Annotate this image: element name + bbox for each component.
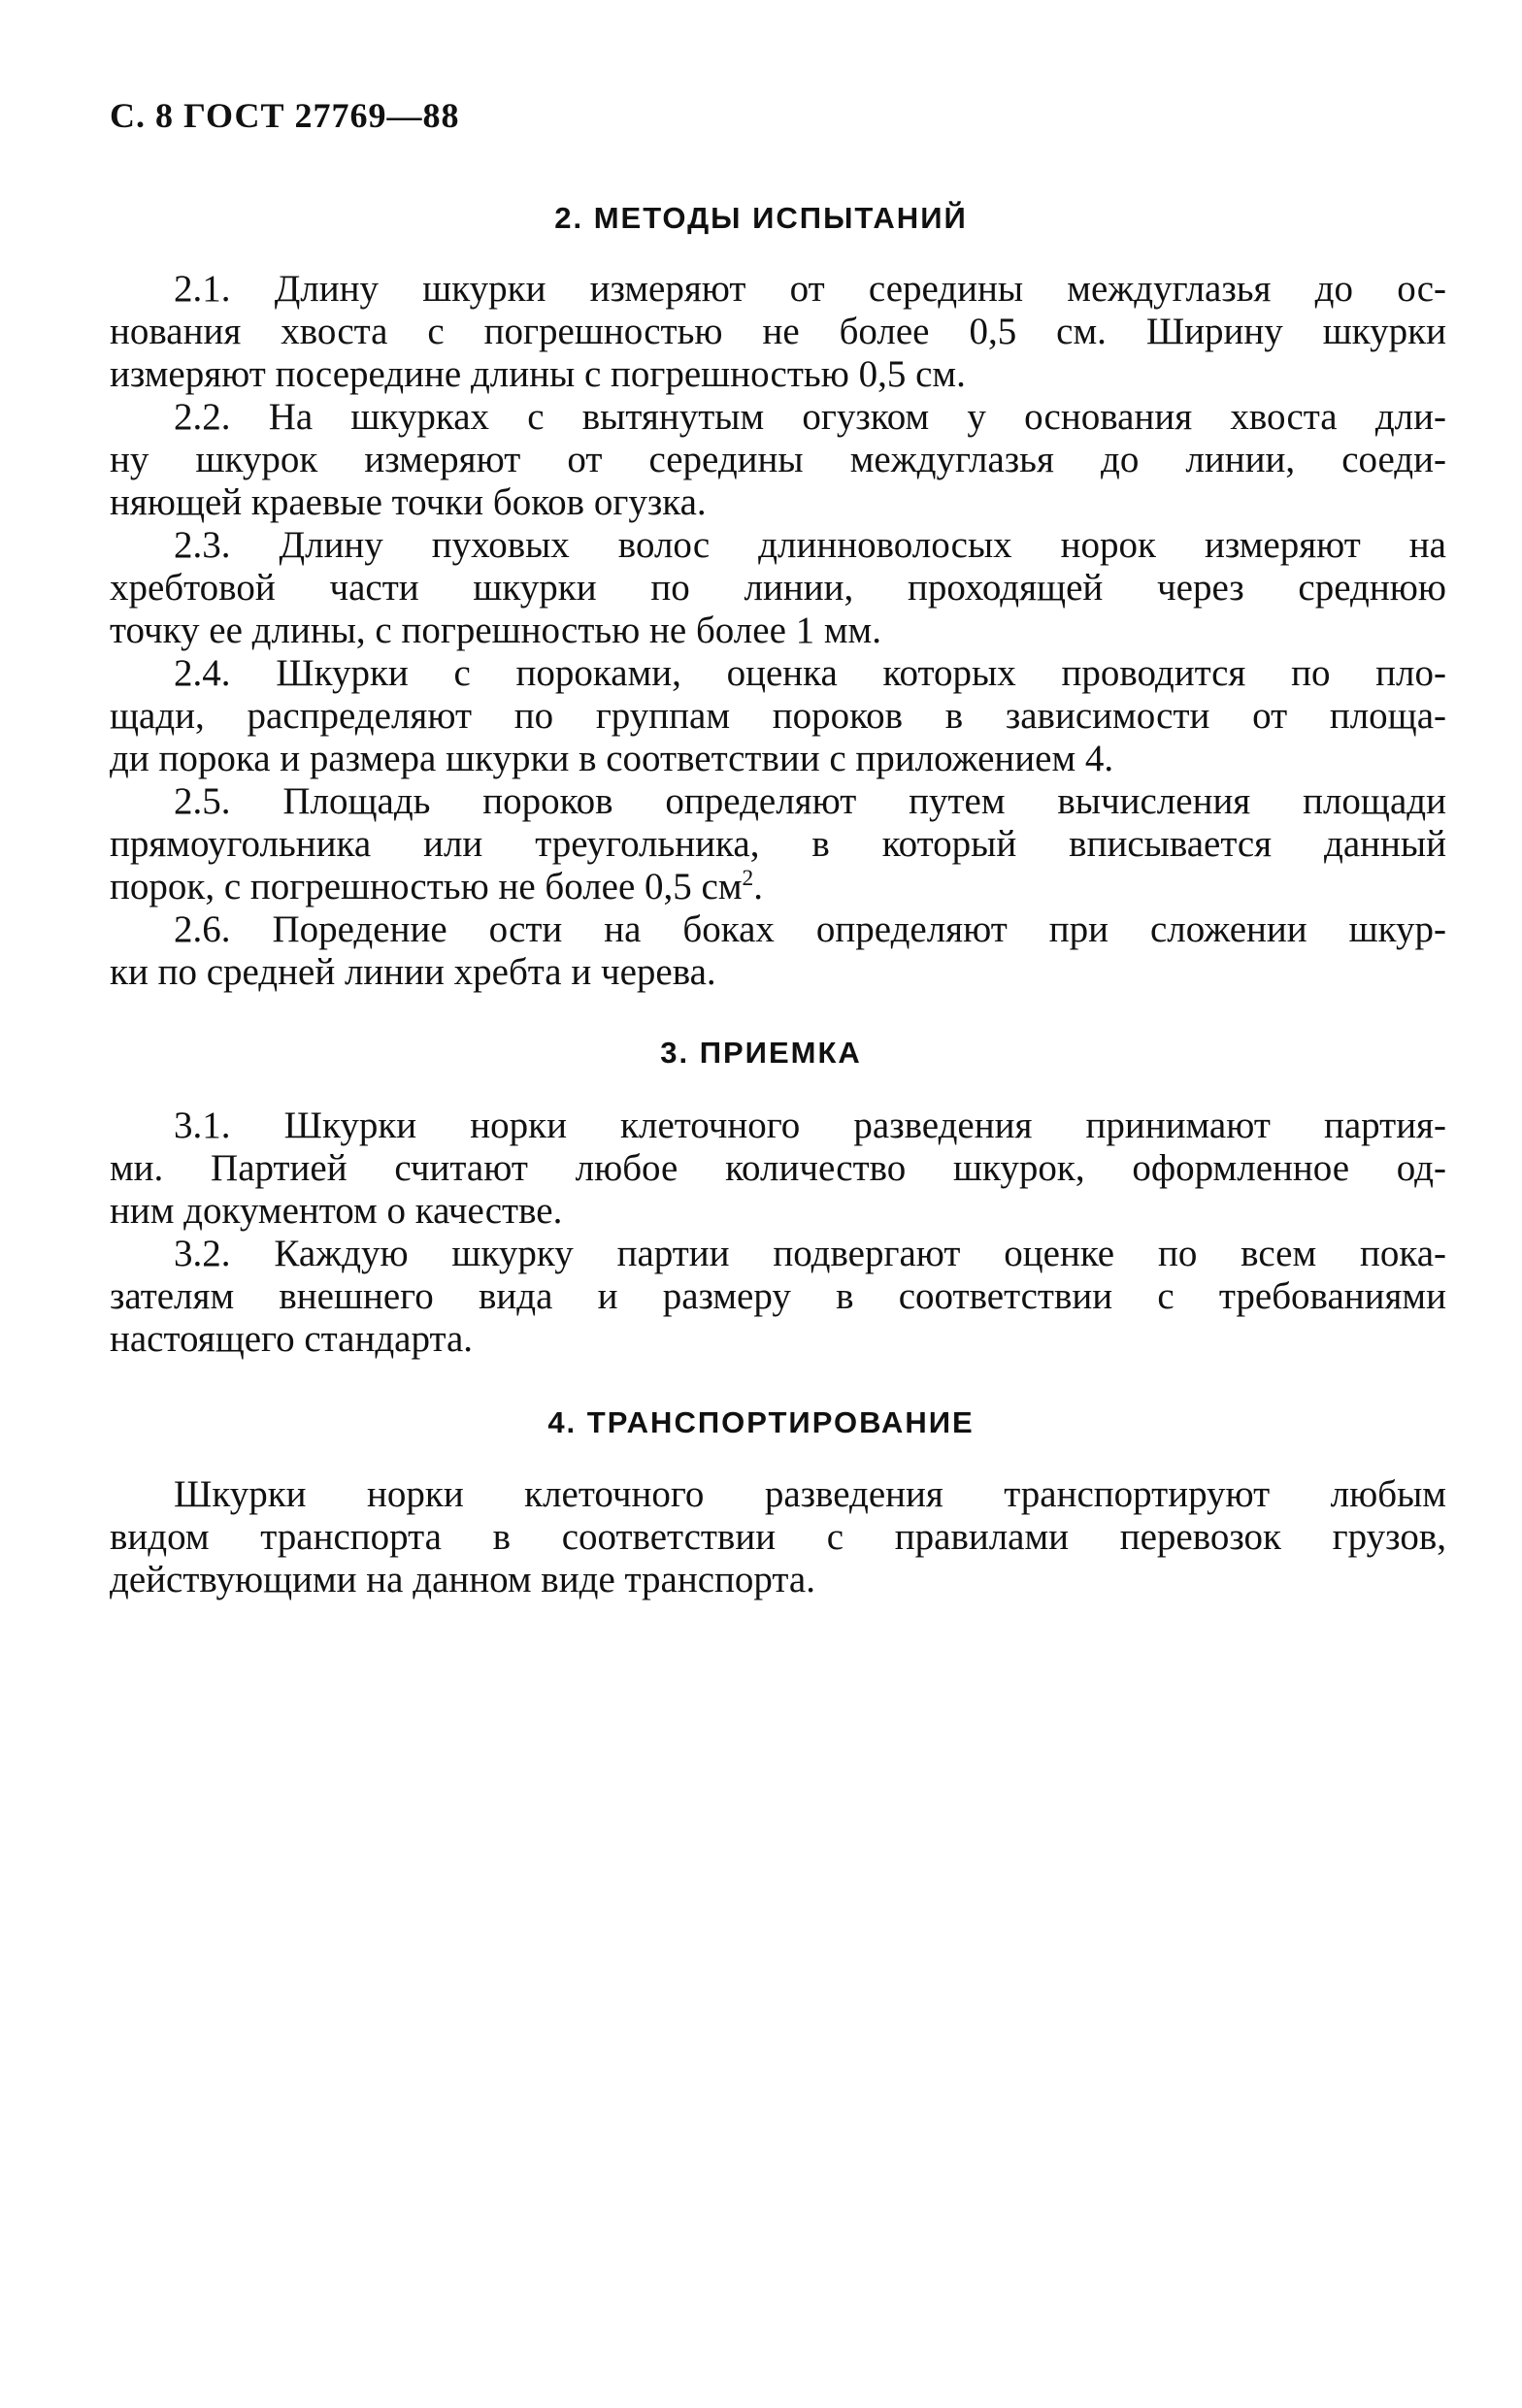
- paragraph-2-2: [110, 396, 1446, 524]
- text-line: [110, 866, 1446, 908]
- text-line: 2.3. Длину пуховых волос длинноволосых норок измеряют на: [174, 524, 1446, 566]
- paragraph-2-4: [110, 652, 1446, 780]
- text-line: действующими на данном виде транспорта.: [110, 1559, 815, 1600]
- text-line: 2.1. Длину шкурки измеряют от середины междуглазья до ос-: [174, 268, 1446, 310]
- section-heading-transportation: 4. ТРАНСПОРТИРОВАНИЕ: [547, 1405, 975, 1439]
- text-line: 2.5. Площадь пороков определяют путем вычисления площади: [174, 780, 1446, 822]
- text-line: настоящего стандарта.: [110, 1318, 474, 1360]
- text-line: щади, распределяют по группам пороков в зависимости от площа-: [110, 695, 1446, 737]
- text-line: зателям внешнего вида и размеру в соответствии с требованиями: [110, 1275, 1446, 1317]
- paragraph-2-3: [110, 524, 1446, 652]
- text-line: видом транспорта в соответствии с правилами перевозок грузов,: [110, 1516, 1446, 1558]
- section-heading-acceptance: 3. ПРИЕМКА: [660, 1036, 862, 1070]
- text-line-content: порок, с погрешностью не более 0,5 см: [110, 866, 743, 907]
- sentence-period: .: [753, 866, 763, 907]
- paragraph-3-2: [110, 1233, 1446, 1361]
- paragraph-2-1: [110, 268, 1446, 396]
- paragraph-3-1: [110, 1105, 1446, 1233]
- paragraph-2-6: [110, 908, 1446, 994]
- paragraph-4: [110, 1473, 1446, 1601]
- text-line: 3.1. Шкурки норки клеточного разведения принимают партия-: [174, 1105, 1446, 1146]
- text-line: 2.4. Шкурки с пороками, оценка которых проводится по пло-: [174, 652, 1446, 694]
- page-header: С. 8 ГОСТ 27769—88: [110, 96, 460, 135]
- text-line: ди порока и размера шкурки в соответствии с приложением 4.: [110, 738, 1114, 779]
- text-line: прямоугольника или треугольника, в который вписывается данный: [110, 823, 1446, 865]
- text-line: точку ее длины, с погрешностью не более 1 мм.: [110, 610, 881, 651]
- text-line: ми. Партией считают любое количество шкурок, оформленное од-: [110, 1147, 1446, 1189]
- text-line: нования хвоста с погрешностью не более 0,5 см. Ширину шкурки: [110, 311, 1446, 352]
- text-line: ну шкурок измеряют от середины междуглазья до линии, соеди-: [110, 439, 1446, 480]
- text-line: 3.2. Каждую шкурку партии подвергают оценке по всем пока-: [174, 1233, 1446, 1274]
- text-line: 2.2. На шкурках с вытянутым огузком у основания хвоста дли-: [174, 396, 1446, 438]
- text-line: ним документом о качестве.: [110, 1190, 563, 1232]
- section-heading-methods: 2. МЕТОДЫ ИСПЫТАНИЙ: [554, 201, 968, 235]
- text-line: 2.6. Поредение ости на боках определяют при сложении шкур-: [174, 908, 1446, 950]
- superscript-2: 2: [742, 866, 754, 891]
- paragraph-2-5: [110, 780, 1446, 908]
- text-line: Шкурки норки клеточного разведения транспортируют любым: [174, 1473, 1446, 1515]
- text-line: ки по средней линии хребта и черева.: [110, 951, 716, 993]
- text-line: измеряют посередине длины с погрешностью 0,5 см.: [110, 353, 966, 395]
- text-line: няющей краевые точки боков огузка.: [110, 481, 707, 523]
- text-line: хребтовой части шкурки по линии, проходящей через среднюю: [110, 567, 1446, 609]
